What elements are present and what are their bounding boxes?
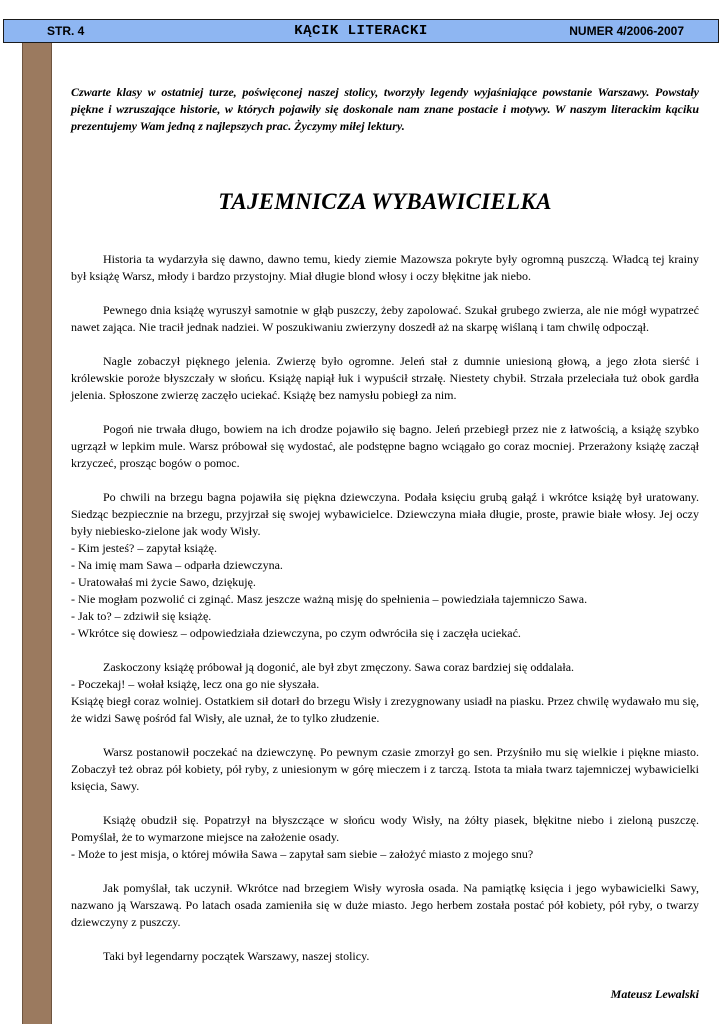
paragraph: Taki był legendarny początek Warszawy, naszej stolicy. bbox=[103, 949, 370, 963]
paragraph: Zaskoczony książę próbował ją dogonić, ale był zbyt zmęczony. Sawa coraz bardziej się oddalała. bbox=[103, 660, 575, 674]
paragraph: Nagle zobaczył pięknego jelenia. Zwierzę było ogromne. Jeleń stał z dumnie uniesioną głową, a jego złota sierść i królewskie poroże błyszczały w słońcu. Książę napiął łuk i wypuścił strzałę. Niestety chybił. Strzała przeleciała tuż obok gardła jelenia. Spłoszone zwierzę zaczęło uciekać. Książę bez namysłu pobiegł za nim. bbox=[71, 354, 699, 402]
dialogue-line: - Wkrótce się dowiesz – odpowiedziała dziewczyna, po czym odwróciła się i zaczęła uciekać. bbox=[71, 626, 521, 640]
story-title: TAJEMNICZA WYBAWICIELKA bbox=[218, 189, 552, 214]
paragraph: Książę obudził się. Popatrzył na błyszczące w słońcu wody Wisły, na żółty piasek, błękitne niebo i zieloną puszczę. Pomyślał, że to wymarzone miejsce na założenie osady. bbox=[71, 813, 699, 844]
paragraph: Pogoń nie trwała długo, bowiem na ich drodze pojawiło się bagno. Jeleń przebiegł przez nie z łatwością, a książę szybko ugrzązł w lepkim mule. Warsz próbował się wydostać, ale podstępne bagno wciągało go coraz mocniej. Przerażony książę zaczął krzyczeć, prosząc bogów o pomoc. bbox=[71, 422, 699, 470]
dialogue-block bbox=[71, 489, 699, 642]
decorative-side-bar bbox=[22, 30, 52, 1024]
section-title: KĄCIK LITERACKI bbox=[294, 23, 428, 39]
paragraph: Warsz postanowił poczekać na dziewczynę. Po pewnym czasie zmorzył go sen. Przyśniło mu się wielkie i piękne miasto. Zobaczył też obraz pół kobiety, pół ryby, z uniesionym w górę mieczem i z tarczą. Istota ta miała twarz tajemniczej wybawicielki księcia, Sawy. bbox=[71, 745, 699, 793]
dialogue-block bbox=[71, 659, 699, 727]
author-signature: Mateusz Lewalski bbox=[610, 987, 699, 1001]
dialogue-line: - Nie mogłam pozwolić ci zginąć. Masz jeszcze ważną misję do spełnienia – powiedziała tajemniczo Sawa. bbox=[71, 592, 588, 606]
issue-number: NUMER 4/2006-2007 bbox=[569, 24, 684, 38]
paragraph: Po chwili na brzegu bagna pojawiła się piękna dziewczyna. Podała księciu grubą gałąź i wkrótce książę był uratowany. Siedząc bezpiecznie na brzegu, przyjrzał się swojej wybawicielce. Dziewczyna miała długie, proste, prawie białe włosy. Jej oczy były niebiesko-zielone jak wody Wisły. bbox=[71, 490, 699, 538]
story-body bbox=[71, 251, 699, 965]
paragraph: Jak pomyślał, tak uczynił. Wkrótce nad brzegiem Wisły wyrosła osada. Na pamiątkę księcia i jego wybawicielki Sawy, nazwano ją Warszawą. Po latach osada zamieniła się w duże miasto. Jego herbem została postać pół kobiety, pół ryby, o twarzy dziewczyny z puszczy. bbox=[71, 881, 699, 929]
intro-text: Czwarte klasy w ostatniej turze, poświęconej naszej stolicy, tworzyły legendy wyjaśniające powstanie Warszawy. Powstały piękne i wzruszające historie, w których pojawiły się doskonale nam znane postacie i motywy. W naszym literackim kąciku prezentujemy Wam jedną z najlepszych prac. Życzymy miłej lektury. bbox=[71, 85, 699, 133]
paragraph: Historia ta wydarzyła się dawno, dawno temu, kiedy ziemie Mazowsza pokryte były ogromną puszczą. Władcą tej krainy był książę Warsz, młody i bardzo przystojny. Miał długie blond włosy i oczy błękitne jak niebo. bbox=[71, 252, 699, 283]
paragraph: Pewnego dnia książę wyruszył samotnie w głąb puszczy, żeby zapolować. Szukał grubego zwierza, ale nie mógł wypatrzeć nawet zająca. Nie tracił jednak nadziei. W poszukiwaniu zwierzyny doszedł aż na skarpę wiślaną i tam chwilę odpoczął. bbox=[71, 303, 699, 334]
dialogue-line: - Na imię mam Sawa – odparła dziewczyna. bbox=[71, 558, 283, 572]
page-header bbox=[3, 19, 719, 43]
paragraph: Książę biegł coraz wolniej. Ostatkiem sił dotarł do brzegu Wisły i zrezygnowany usiadł na piasku. Przez chwilę wydawało mu się, że widzi Sawę pośród fal Wisły, ale uznał, że to tylko złudzenie. bbox=[71, 694, 699, 725]
dialogue-line: - Uratowałaś mi życie Sawo, dziękuję. bbox=[71, 575, 256, 589]
dialogue-line: - Kim jesteś? – zapytał książę. bbox=[71, 541, 217, 555]
dialogue-block bbox=[71, 812, 699, 863]
page-number: STR. 4 bbox=[47, 24, 85, 38]
dialogue-line: - Poczekaj! – wołał książę, lecz ona go nie słyszała. bbox=[71, 677, 320, 691]
article bbox=[71, 84, 699, 1002]
dialogue-line: - Może to jest misja, o której mówiła Sawa – zapytał sam siebie – założyć miasto z mojego snu? bbox=[71, 847, 534, 861]
dialogue-line: - Jak to? – zdziwił się książę. bbox=[71, 609, 212, 623]
